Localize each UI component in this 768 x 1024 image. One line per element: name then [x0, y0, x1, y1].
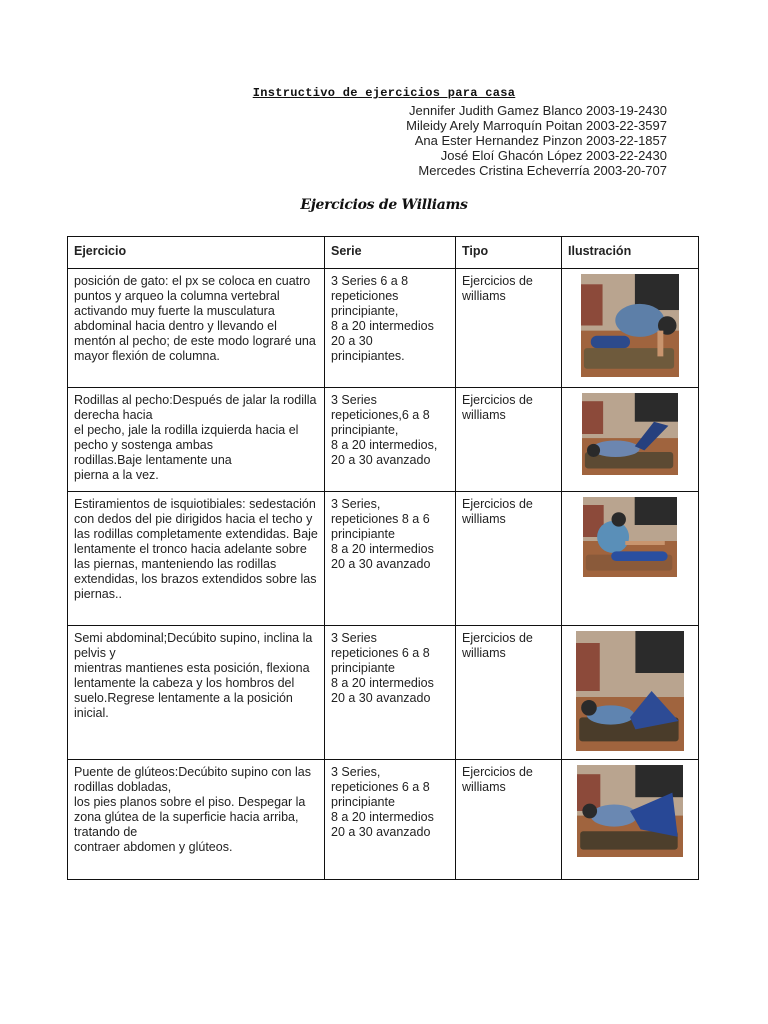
exercise-type [456, 626, 562, 760]
torso [615, 304, 664, 337]
author-line: Mileidy Arely Marroquín Poitan 2003-22-3597 [406, 118, 667, 133]
author-line: Mercedes Cristina Echeverría 2003-20-707 [418, 163, 667, 178]
exercise-type [456, 492, 562, 626]
legs [591, 336, 630, 348]
tv-icon [635, 765, 683, 797]
exercise-illustration [562, 388, 699, 492]
exercise-description [68, 492, 325, 626]
exercise-illustration [562, 760, 699, 880]
exercise-series [325, 269, 456, 388]
header-tipo: Tipo [456, 237, 562, 269]
table-row [68, 269, 699, 388]
table-row [68, 388, 699, 492]
exercise-description [68, 760, 325, 880]
tv-icon [635, 393, 678, 422]
exercise-series [325, 492, 456, 626]
table-row [68, 626, 699, 760]
photo-scene [576, 631, 684, 751]
table-header-row [68, 237, 699, 269]
exercise-type-text: Ejercicios de williams [462, 765, 533, 794]
section-subtitle: Ejercicios de Williams [300, 197, 468, 213]
arm [657, 331, 663, 357]
furniture [576, 643, 600, 691]
exercise-description-text: Estiramientos de isquiotibiales: sedestación con dedos del pie dirigidos hacia el techo y las rodillas completamente extendidas. Baje lentamente el tronco hacia adelante sobre las piernas, manteniendo las rodillas extendidas, los brazos extendidos sobre las piernas.. [74, 497, 318, 601]
head [582, 804, 597, 819]
exercise-description [68, 626, 325, 760]
exercise-description-text: Puente de glúteos:Decúbito supino con las rodillas dobladas, los pies planos sobre el piso. Despegar la zona glútea de la superficie hacia arriba, tratando de contraer abdomen y glúteos. [74, 765, 311, 854]
exercise-photo [582, 393, 678, 475]
exercise-description-text: Rodillas al pecho:Después de jalar la rodilla derecha hacia el pecho, jale la rodilla izquierda hacia el pecho y sostenga ambas rodillas.Baje lentamente una pierna a la vez. [74, 393, 317, 482]
photo-scene [577, 765, 683, 857]
furniture [582, 401, 603, 434]
header-ilustracion: Ilustración [562, 237, 699, 269]
arm [625, 541, 664, 545]
torso [591, 805, 638, 827]
exercise-series-text: 3 Series, repeticiones 8 a 6 principiante 8 a 20 intermedios 20 a 30 avanzado [331, 497, 434, 571]
exercise-photo [577, 765, 683, 857]
table-row [68, 492, 699, 626]
head [581, 700, 597, 716]
exercise-series [325, 388, 456, 492]
exercise-illustration [562, 626, 699, 760]
tv-icon [635, 497, 677, 525]
torso [597, 521, 629, 553]
exercise-photo [581, 274, 679, 377]
head [612, 512, 626, 526]
exercise-type-text: Ejercicios de williams [462, 274, 533, 303]
exercise-description [68, 388, 325, 492]
exercise-type [456, 760, 562, 880]
author-line: José Eloí Ghacón López 2003-22-2430 [440, 148, 667, 163]
header-ejercicio: Ejercicio [68, 237, 325, 269]
furniture [581, 284, 603, 325]
table-row [68, 760, 699, 880]
exercise-illustration [562, 269, 699, 388]
exercise-table [67, 236, 699, 880]
legs [611, 551, 667, 561]
exercise-photo [576, 631, 684, 751]
exercise-type [456, 388, 562, 492]
exercise-series [325, 626, 456, 760]
exercise-series-text: 3 Series, repeticiones 6 a 8 principiante 8 a 20 intermedios 20 a 30 avanzado [331, 765, 434, 839]
exercise-series [325, 760, 456, 880]
exercise-type-text: Ejercicios de williams [462, 393, 533, 422]
exercise-description [68, 269, 325, 388]
exercise-series-text: 3 Series repeticiones,6 a 8 principiante, 8 a 20 intermedios, 20 a 30 avanzado [331, 393, 438, 467]
header-serie: Serie [325, 237, 456, 269]
exercise-photo [583, 497, 677, 577]
author-line: Jennifer Judith Gamez Blanco 2003-19-2430 [409, 103, 667, 118]
exercise-series-text: 3 Series 6 a 8 repeticiones principiante, 8 a 20 intermedios 20 a 30 principiantes. [331, 274, 434, 363]
exercise-series-text: 3 Series repeticiones 6 a 8 principiante 8 a 20 intermedios 20 a 30 avanzado [331, 631, 434, 705]
photo-scene [583, 497, 677, 577]
exercise-illustration [562, 492, 699, 626]
exercise-mat [580, 831, 678, 849]
exercise-type-text: Ejercicios de williams [462, 631, 533, 660]
exercise-type [456, 269, 562, 388]
author-line: Ana Ester Hernandez Pinzon 2003-22-1857 [414, 133, 667, 148]
exercise-description-text: Semi abdominal;Decúbito supino, inclina la pelvis y mientras mantienes esta posición, flexiona lentamente la cabeza y los hombros del suelo.Regrese lentamente a la posición inicial. [74, 631, 313, 720]
photo-scene [581, 274, 679, 377]
tv-icon [635, 631, 684, 673]
head [587, 444, 600, 457]
exercise-description-text: posición de gato: el px se coloca en cuatro puntos y arqueo la columna vertebral activando muy fuerte la musculatura abdominal hacia dentro y llevando el mentón al pecho; de este modo lograré una mayor flexión de columna. [74, 274, 316, 363]
author-list [406, 103, 667, 178]
document-title: Instructivo de ejercicios para casa [252, 86, 516, 100]
photo-scene [582, 393, 678, 475]
exercise-type-text: Ejercicios de williams [462, 497, 533, 526]
